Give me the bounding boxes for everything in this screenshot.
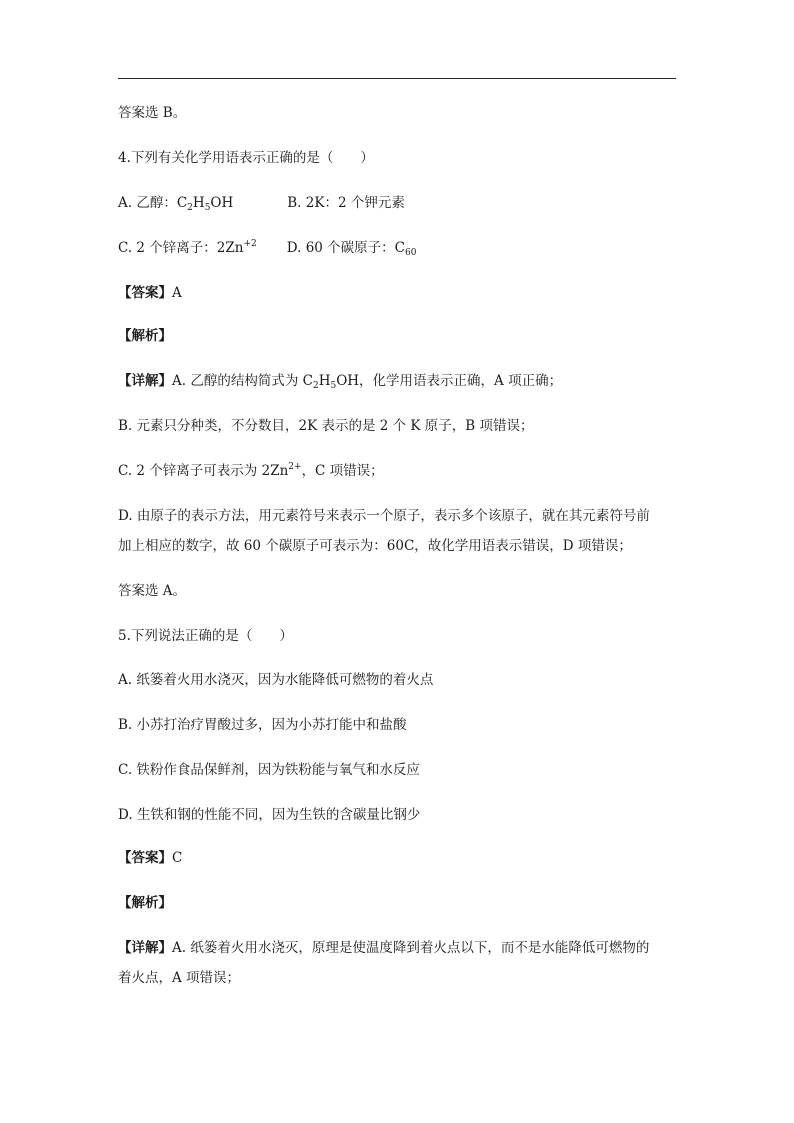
q5-option-c: C. 铁粉作食品保鲜剂，因为铁粉能与氧气和水反应 xyxy=(118,762,420,778)
q4-detail-d-line1: D. 由原子的表示方法，用元素符号来表示一个原子，表示多个该原子，就在其元素符号前 xyxy=(118,508,650,524)
q4-conclusion: 答案选 A。 xyxy=(118,583,187,599)
q5-detail-a-line1: 【详解】A. 纸篓着火用水浇灭，原理是使温度降到着火点以下，而不是水能降低可燃物的 xyxy=(118,940,650,956)
q4-detail-d-line2: 加上相应的数字，故 60 个碳原子可表示为：60C，故化学用语表示错误，D 项错误； xyxy=(118,538,632,554)
q5-answer: 【答案】C xyxy=(118,850,183,866)
header-rule xyxy=(118,78,676,79)
q5-option-b: B. 小苏打治疗胃酸过多，因为小苏打能中和盐酸 xyxy=(118,717,407,733)
q4-option-b: B. 2K：2 个钾元素 xyxy=(287,195,405,211)
q5-option-d: D. 生铁和钢的性能不同，因为生铁的含碳量比钢少 xyxy=(118,807,421,823)
q4-detail-a: 【详解】A. 乙醇的结构简式为 $C_2H_5OH$，化学用语表示正确，A 项正确； xyxy=(118,373,563,391)
q4-option-a: A. 乙醇：$C_2H_5OH$ xyxy=(118,195,234,213)
q5-detail-a-line2: 着火点，A 项错误； xyxy=(118,970,241,986)
q5-option-a: A. 纸篓着火用水浇灭，因为水能降低可燃物的着火点 xyxy=(118,672,434,688)
q4-analysis-heading: 【解析】 xyxy=(118,328,172,344)
q4-options-cd xyxy=(118,238,416,258)
q4-detail-c: C. 2 个锌离子可表示为 $2Zn^{2+}$，C 项错误； xyxy=(118,462,384,479)
q5-analysis-heading: 【解析】 xyxy=(118,895,172,911)
q4-option-c: C. 2 个锌离子：$2Zn^{+2}$ xyxy=(118,239,257,256)
q4-answer: 【答案】A xyxy=(118,285,182,301)
q5-stem: 5.下列说法正确的是（ ） xyxy=(118,628,293,644)
prev-conclusion: 答案选 B。 xyxy=(118,105,187,121)
q4-stem: 4.下列有关化学用语表示正确的是（ ） xyxy=(118,150,374,166)
q4-detail-b: B. 元素只分种类，不分数目，2K 表示的是 2 个 K 原子，B 项错误； xyxy=(118,418,534,434)
q4-option-d: D. 60 个碳原子：$C_{60}$ xyxy=(286,240,417,258)
q4-options-ab xyxy=(118,193,405,213)
